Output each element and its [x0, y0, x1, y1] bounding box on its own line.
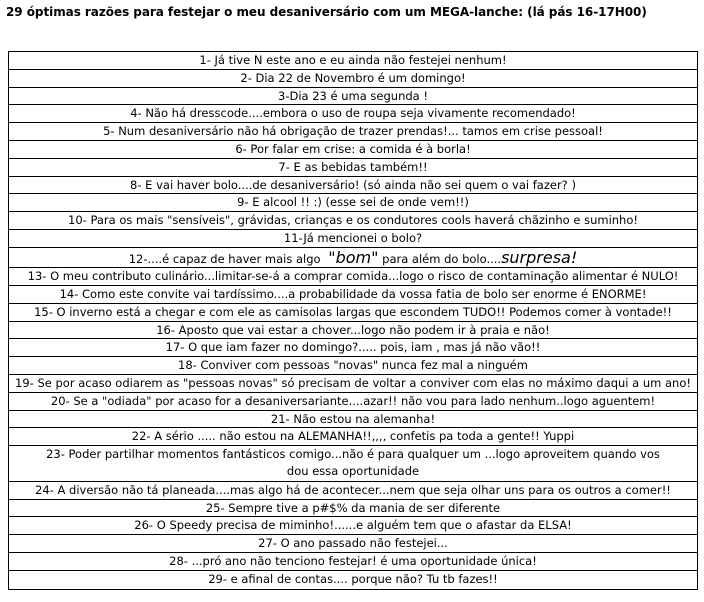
reason-row: 14- Como este convite vai tardíssimo....a probabilidade da vossa fatia de bolo ser enorme é ENORME! [9, 286, 697, 304]
reasons-table [8, 51, 698, 590]
reason-text: 12-....é capaz de haver mais algo [128, 251, 321, 266]
reason-row: 15- O inverno está a chegar e com ele as camisolas largas que escondem TUDO!! Podemos comer à vontade!! [9, 304, 697, 322]
reason-row: 5- Num desaniversário não há obrigação de trazer prendas!... tamos em crise pessoal! [9, 123, 697, 141]
reason-row: 7- E as bebidas também!! [9, 159, 697, 177]
reason-emphasis: surpresa! [501, 247, 578, 267]
reason-row [9, 248, 697, 268]
reason-row: 23- Poder partilhar momentos fantásticos comigo...não é para qualquer um ...logo aproveitem quando vos dou essa oportunidade [9, 446, 697, 482]
reason-row: 16- Aposto que vai estar a chover...logo não podem ir à praia e não! [9, 322, 697, 340]
reason-row: 28- ...pró ano não tenciono festejar! é uma oportunidade única! [9, 553, 697, 571]
reason-row: 27- O ano passado não festejei... [9, 535, 697, 553]
reason-row: 20- Se a "odiada" por acaso for a desaniversariante....azar!! não vou para lado nenhum..logo aguentem! [9, 393, 697, 411]
reason-row: 13- O meu contributo culinário...limitar-se-á a comprar comida...logo o risco de contaminação alimentar é NULO! [9, 268, 697, 286]
reason-emphasis: "bom" [328, 247, 379, 267]
reason-row: 1- Já tive N este ano e eu ainda não festejei nenhum! [9, 52, 697, 70]
reason-row: 10- Para os mais "sensíveis", grávidas, crianças e os condutores cools haverá chãzinho e suminho! [9, 212, 697, 230]
reason-row: 26- O Speedy precisa de miminho!......e alguém tem que o afastar da ELSA! [9, 517, 697, 535]
reason-row: 24- A diversão não tá planeada....mas algo há de acontecer...nem que seja olhar uns para os outros a comer!! [9, 482, 697, 500]
reason-row: 6- Por falar em crise: a comida é à borla! [9, 141, 697, 159]
reason-row: 18- Conviver com pessoas "novas" nunca fez mal a ninguém [9, 357, 697, 375]
reason-text: para além do bolo.... [382, 251, 502, 266]
page-title: 29 óptimas razões para festejar o meu desaniversário com um MEGA-lanche: (lá pás 16-17H00) [6, 5, 647, 19]
reason-row: 11-Já mencionei o bolo? [9, 230, 697, 248]
reason-row: 19- Se por acaso odiarem as "pessoas novas" só precisam de voltar a conviver com elas no máximo daqui a um ano! [9, 375, 697, 393]
reason-row: 29- e afinal de contas.... porque não? Tu tb fazes!! [208, 571, 498, 586]
reason-row: 25- Sempre tive a p#$% da mania de ser diferente [9, 500, 697, 518]
reason-row: 9- E alcool !! :) (esse sei de onde vem!!) [9, 194, 697, 212]
reason-row: 8- E vai haver bolo....de desaniversário! (só ainda não sei quem o vai fazer? ) [9, 177, 697, 195]
reason-row: 4- Não há dresscode....embora o uso de roupa seja vivamente recomendado! [9, 105, 697, 123]
reason-row: 3-Dia 23 é uma segunda ! [9, 88, 697, 106]
reason-row: 21- Não estou na alemanha! [9, 411, 697, 429]
reason-row: 22- A sério ..... não estou na ALEMANHA!!,,,, confetis pa toda a gente!! Yuppi [9, 428, 697, 446]
reason-row: 2- Dia 22 de Novembro é um domingo! [9, 70, 697, 88]
reason-row: 17- O que iam fazer no domingo?..... pois, iam , mas já não vão!! [9, 339, 697, 357]
